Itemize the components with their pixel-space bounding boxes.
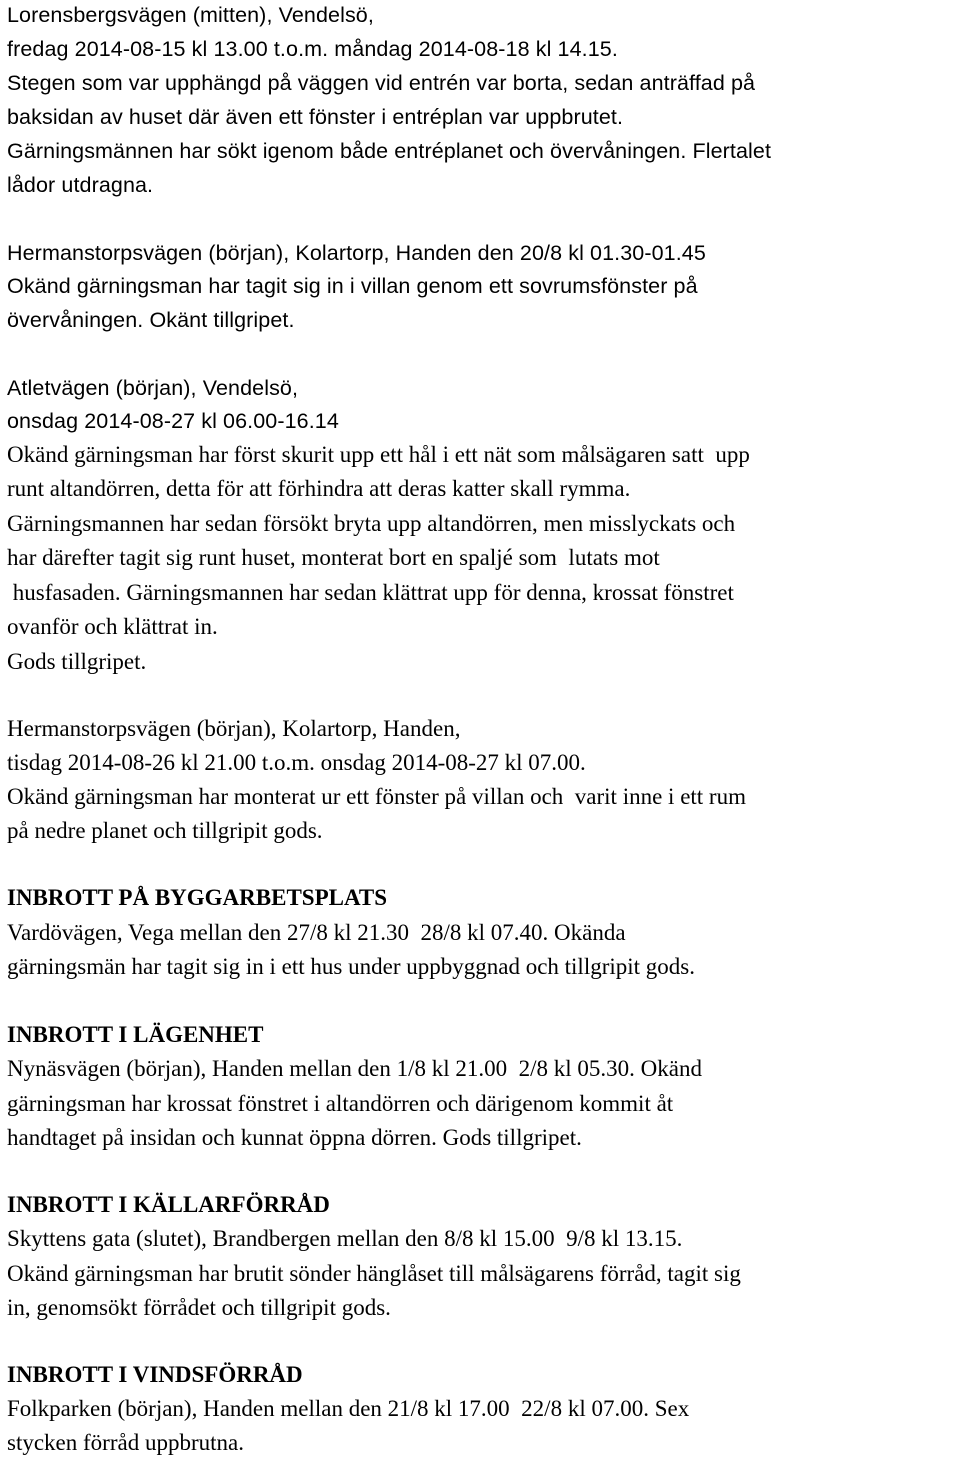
text-line: fredag 2014-08-15 kl 13.00 t.o.m. måndag 2014-08-18 kl 14.15.: [7, 37, 618, 61]
text-line: Folkparken (början), Handen mellan den 21/8 kl 17.00 22/8 kl 07.00. Sex: [7, 1396, 690, 1421]
text-line: har därefter tagit sig runt huset, monterat bort en spaljé som lutats mot: [7, 545, 660, 570]
section-heading: INBROTT I KÄLLARFÖRRÅD: [7, 1192, 330, 1217]
section-heading: INBROTT I VINDSFÖRRÅD: [7, 1362, 303, 1387]
text-line: tisdag 2014-08-26 kl 21.00 t.o.m. onsdag 2014-08-27 kl 07.00.: [7, 750, 586, 775]
text-line: Stegen som var upphängd på väggen vid entrén var borta, sedan anträffad på: [7, 71, 756, 95]
section-heading: INBROTT PÅ BYGGARBETSPLATS: [7, 885, 388, 910]
text-line: Okänd gärningsman har först skurit upp ett hål i ett nät som målsägaren satt upp: [7, 442, 750, 467]
text-line: Hermanstorpsvägen (början), Kolartorp, Handen den 20/8 kl 01.30-01.45: [7, 241, 706, 265]
text-line: ovanför och klättrat in.: [7, 614, 218, 639]
text-line: övervåningen. Okänt tillgripet.: [7, 308, 295, 332]
text-line: Nynäsvägen (början), Handen mellan den 1/8 kl 21.00 2/8 kl 05.30. Okänd: [7, 1056, 702, 1081]
text-line: Okänd gärningsman har monterat ur ett fönster på villan och varit inne i ett rum: [7, 784, 746, 809]
text-line: Gärningsmannen har sedan försökt bryta upp altandörren, men misslyckats och: [7, 511, 736, 536]
text-line: lådor utdragna.: [7, 173, 154, 197]
text-line: Gärningsmännen har sökt igenom både entréplanet och övervåningen. Flertalet: [7, 139, 772, 163]
section-heading: INBROTT I LÄGENHET: [7, 1022, 264, 1047]
text-line: runt altandörren, detta för att förhindra att deras katter skall rymma.: [7, 476, 631, 501]
text-line: Skyttens gata (slutet), Brandbergen mellan den 8/8 kl 15.00 9/8 kl 13.15.: [7, 1226, 683, 1251]
text-line: Vardövägen, Vega mellan den 27/8 kl 21.30 28/8 kl 07.40. Okända: [7, 920, 626, 945]
text-line: in, genomsökt förrådet och tillgripit gods.: [7, 1295, 391, 1320]
text-line: gärningsmän har tagit sig in i ett hus under uppbyggnad och tillgripit gods.: [7, 954, 695, 979]
text-line: husfasaden. Gärningsmannen har sedan klättrat upp för denna, krossat fönstret: [7, 580, 734, 605]
text-line: Gods tillgripet.: [7, 649, 147, 674]
text-line: baksidan av huset där även ett fönster i entréplan var uppbrutet.: [7, 105, 624, 129]
text-line: gärningsman har krossat fönstret i altandörren och därigenom kommit åt: [7, 1091, 674, 1116]
text-line: onsdag 2014-08-27 kl 06.00-16.14: [7, 409, 339, 433]
text-line: stycken förråd uppbrutna.: [7, 1430, 244, 1455]
text-line: Okänd gärningsman har brutit sönder hänglåset till målsägarens förråd, tagit sig: [7, 1261, 741, 1286]
text-line: Lorensbergsvägen (mitten), Vendelsö,: [7, 3, 374, 27]
text-line: handtaget på insidan och kunnat öppna dörren. Gods tillgripet.: [7, 1125, 582, 1150]
text-line: Okänd gärningsman har tagit sig in i villan genom ett sovrumsfönster på: [7, 274, 698, 298]
text-line: Atletvägen (början), Vendelsö,: [7, 376, 299, 400]
text-line: Hermanstorpsvägen (början), Kolartorp, Handen,: [7, 716, 461, 741]
text-line: på nedre planet och tillgripit gods.: [7, 818, 323, 843]
